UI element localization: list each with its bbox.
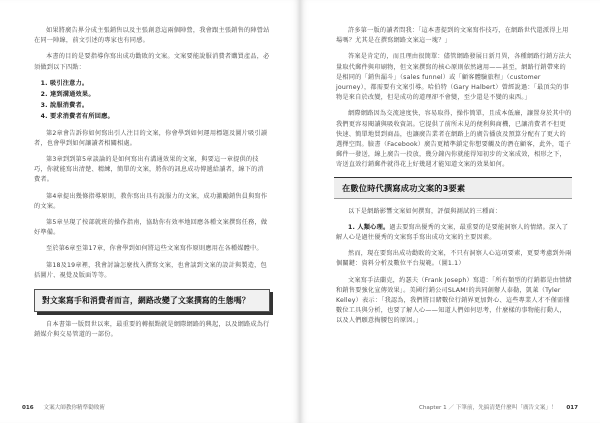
- paragraph: 本書的目的是要指導你寫出成功勸敗的文案。文案要能說服消費者購買產品，必須做到以下四點：: [34, 53, 270, 71]
- step-item: 1. 吸引注意力。: [50, 79, 270, 89]
- paragraph: 許多第一版的讀者問我：「這本書提到的文案寫作技巧，在網路世代還派得上用場嗎？尤其是在撰寫網路文案這一塊？」: [336, 27, 569, 45]
- paragraph: 至於第6章至第17章，你會學到如何將這些文案寫作原則應用在各種媒體中。: [46, 245, 263, 253]
- question-callout: 對文案寫手和消費者而言，網路改變了文案撰寫的生態嗎？: [34, 289, 270, 312]
- right-footer: [419, 403, 586, 411]
- right-page: [300, 0, 600, 423]
- paragraph: 答案是肯定的，而且理由很簡單：儘管網路發展日新月異，各種網路行銷方法大量取代郵件與印刷物，但文案撰寫的核心原則依然適用——甚至，網路行銷帶來的是相同的「銷售漏斗」（sales funnel）或「顧客體驗旅程」（customer journey），都需要有文案引導。哈伯特（Gary Halbert）曾經說過：「最頂尖的事物是來自於改變，但是成功的道理卻不會變，至少還是不變的東西。」: [336, 53, 572, 102]
- step-item: 3. 說服消費者。: [50, 101, 270, 111]
- paragraph: 網際網路因為交流速度快，容易取得，操作簡單，且成本低廉，讓置身於其中的我們更容易閱讀與吸收資訊。它提供了前所未見的便利與商機，已讓消費者不但更快速、簡單地買到商品，也讓廣告業者在網路上的廣告播放及預算分配有了更大的選擇空間。臉書（Facebook）廣告更精準鎖定你想要觸及的潛在顧客，此外，電子郵件一發送，線上廣告一投放，幾分鐘內你就能得知初步的文案成效，相形之下，寄送直效行銷郵件就得花上好幾週才能知道文案的效果如何。: [336, 110, 572, 169]
- point-body: 過去要寫出優秀的文案，最重要的是要能洞察人的情緒。深入了解人心是過往優秀的文案寫手寫出成功文案的主要因素。: [336, 223, 569, 242]
- step-item: 4. 要求消費者有所回應。: [50, 112, 270, 122]
- paragraph: 第3章到到第5章談論的是如何寫出有溝通效果的文案，與要這一章提供的技巧，你就能寫出清楚、精練，簡單的文案，將你的訊息成功傳遞給讀者，線下的消費者。: [34, 156, 264, 184]
- step-item: 2. 達到溝通效果。: [50, 90, 270, 100]
- book-title: 文案大師教你精準勸敗術: [43, 405, 106, 411]
- paragraph: 第5章呈現了按部就班的操作指南，協助你有效率地回應各種文案撰寫任務，做好準備。: [34, 219, 268, 237]
- point-title: 1. 人類心理。: [348, 223, 390, 231]
- paragraph: 然而，現在要寫出成功勸敗的文案，不只有洞察人心這項要素，更要考慮到外兩個關鍵：資料分析及數位平台規範。（圖1.1）: [336, 250, 572, 268]
- left-page-body: [34, 26, 270, 346]
- left-footer: [14, 403, 105, 411]
- right-page-body: [336, 26, 572, 333]
- paragraph: 第4章提出幾條指導原則，教你寫出具有說服力的文案，成功激勵銷售員與寫作的文案。: [34, 192, 268, 210]
- paragraph: 如果將廣告界分成主張銷售以及主張創意這兩個陣營，我會跟主張銷售的陣營站在同一陣線，前文引述的專家也有同感。: [34, 27, 270, 45]
- paragraph: 自本書第一版問世以來，最重要的轉振點就是網際網路的興起，以及網路成為行銷媒介與交易管道的一部份。: [34, 321, 270, 339]
- page-number: 016: [22, 405, 34, 411]
- paragraph: 以下是網路影響文案如何撰寫，評價與測試的三種面：: [348, 207, 502, 215]
- point-paragraph: [336, 223, 572, 243]
- section-heading: 在數位時代撰寫成功文案的3要素: [334, 177, 572, 199]
- paragraph: 第18及19章裡，我會討論怎麼找入撰寫文案，也會談到文案的設計與製造，包括圖片、視覺及版面等等。: [34, 261, 267, 279]
- page-number: 017: [566, 405, 578, 411]
- paragraph: 第2章會告訴你如何寫出引人注目的文案，你會學到如何運用標題及圖片吸引讀者，也會學到如何讓讀者相關相處。: [34, 129, 268, 147]
- steps-list: [50, 79, 270, 123]
- paragraph: 文案寫手法蘭克，約瑟夫（Frank Joseph）寫道：「所有類型的行銷都是由情緒和銷售要強化宣傳效果」。美國行銷公司SLAM!的共同創辦人泰勒，凱萊（Tyler Kelley）表示：「我認為，我們將目睹數位行銷界更加對心、這些專業人才不僅需懂數位工具與分析，也要了解人心——知道人們如何思考，什麼樣的事物能打動人，以及人們願意掏腰包的原因。」: [336, 276, 572, 325]
- chapter-title: Chapter 1 ／ 下筆前，先搞清楚什麼叫「廣告文案」！: [418, 405, 557, 411]
